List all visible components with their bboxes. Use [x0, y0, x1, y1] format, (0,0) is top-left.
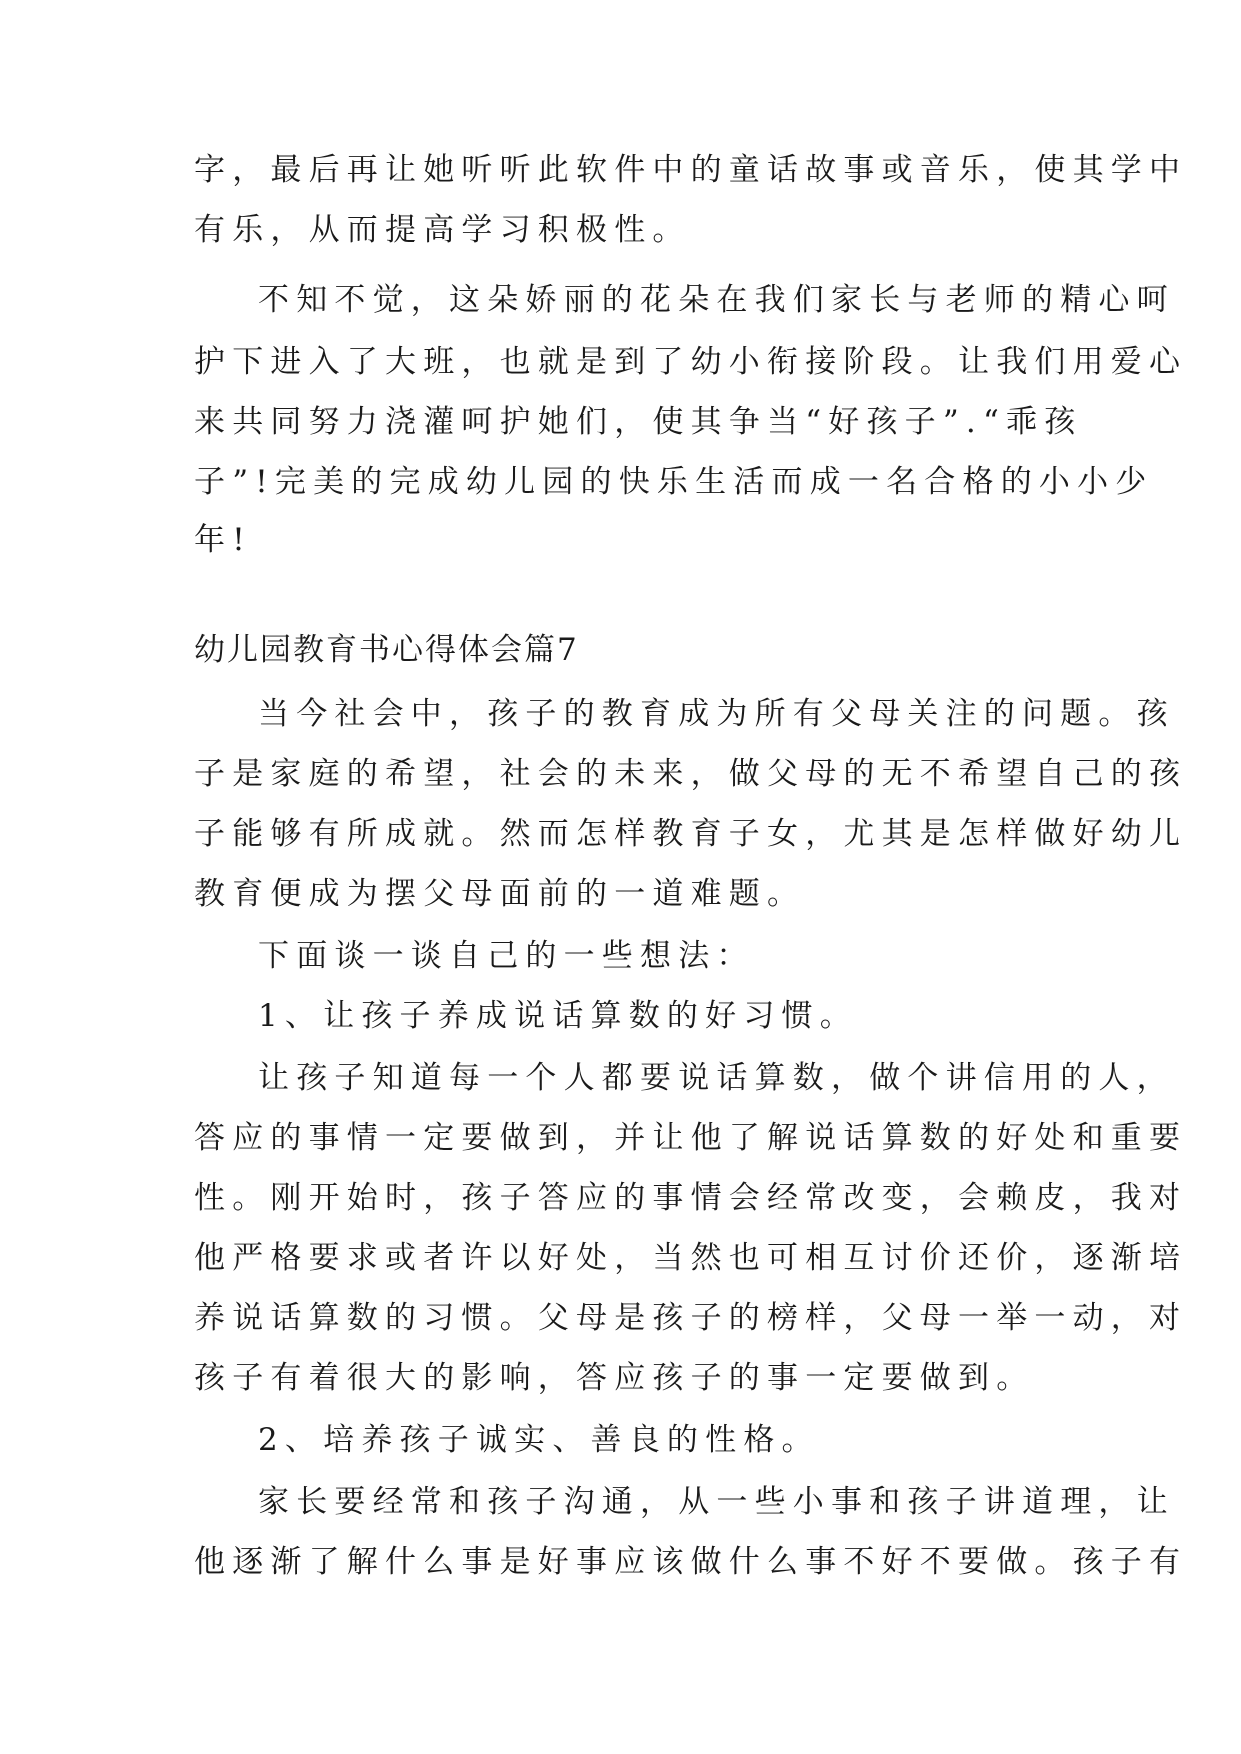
paragraph-line: 字，最后再让她听听此软件中的童话故事或音乐，使其学中 [194, 152, 1188, 188]
paragraph-line: 子能够有所成就。然而怎样教育子女，尤其是怎样做好幼儿 [194, 816, 1188, 852]
paragraph-line: 答应的事情一定要做到，并让他了解说话算数的好处和重要 [194, 1120, 1188, 1156]
list-item: 2、培养孩子诚实、善良的性格。 [258, 1422, 820, 1458]
paragraph-line: 年! [194, 522, 252, 558]
paragraph-line: 家长要经常和孩子沟通，从一些小事和孩子讲道理，让 [258, 1484, 1175, 1520]
paragraph-line: 不知不觉，这朵娇丽的花朵在我们家长与老师的精心呵 [258, 282, 1175, 318]
paragraph-line: 性。刚开始时，孩子答应的事情会经常改变，会赖皮，我对 [194, 1180, 1188, 1216]
section-heading: 幼儿园教育书心得体会篇7 [194, 632, 579, 668]
paragraph-line: 来共同努力浇灌呵护她们，使其争当“好孩子”.“乖孩 [194, 404, 1083, 440]
paragraph-line: 他逐渐了解什么事是好事应该做什么事不好不要做。孩子有 [194, 1544, 1188, 1580]
paragraph-line: 子”!完美的完成幼儿园的快乐生活而成一名合格的小小少 [194, 464, 1154, 500]
paragraph-line: 有乐，从而提高学习积极性。 [194, 212, 691, 248]
list-item: 1、让孩子养成说话算数的好习惯。 [258, 998, 858, 1034]
paragraph-line: 让孩子知道每一个人都要说话算数，做个讲信用的人， [258, 1060, 1175, 1096]
paragraph-line: 孩子有着很大的影响，答应孩子的事一定要做到。 [194, 1360, 1035, 1396]
paragraph-line: 养说话算数的习惯。父母是孩子的榜样，父母一举一动，对 [194, 1300, 1188, 1336]
paragraph-line: 教育便成为摆父母面前的一道难题。 [194, 876, 806, 912]
paragraph-line: 他严格要求或者许以好处，当然也可相互讨价还价，逐渐培 [194, 1240, 1188, 1276]
paragraph-line: 下面谈一谈自己的一些想法： [258, 938, 755, 974]
paragraph-line: 护下进入了大班，也就是到了幼小衔接阶段。让我们用爱心 [194, 344, 1188, 380]
paragraph-line: 当今社会中，孩子的教育成为所有父母关注的问题。孩 [258, 696, 1175, 732]
paragraph-line: 子是家庭的希望，社会的未来，做父母的无不希望自己的孩 [194, 756, 1188, 792]
